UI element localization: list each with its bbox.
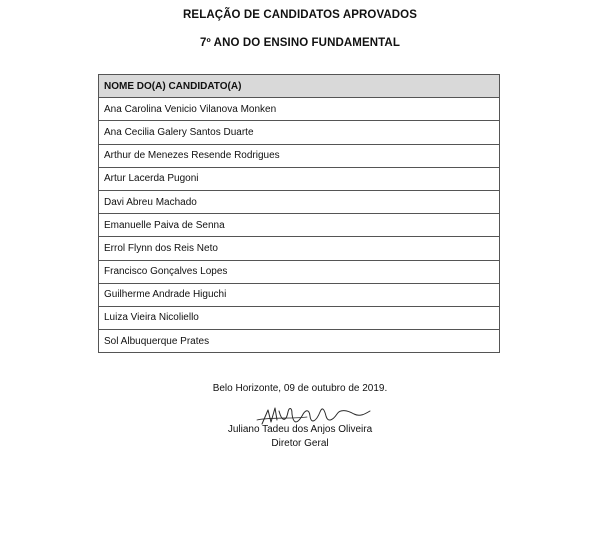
candidate-name: Ana Cecilia Galery Santos Duarte	[99, 121, 500, 144]
candidate-name: Artur Lacerda Pugoni	[99, 167, 500, 190]
candidate-name: Luiza Vieira Nicoliello	[99, 306, 500, 329]
table-row	[99, 144, 500, 167]
candidate-name: Guilherme Andrade Higuchi	[99, 283, 500, 306]
table-row	[99, 306, 500, 329]
table-row	[99, 167, 500, 190]
table-header-row	[99, 75, 500, 98]
candidate-name: Arthur de Menezes Resende Rodrigues	[99, 144, 500, 167]
table-row	[99, 121, 500, 144]
table-row	[99, 260, 500, 283]
city-date: Belo Horizonte, 09 de outubro de 2019.	[212, 383, 388, 394]
column-header-candidate-name: NOME DO(A) CANDIDATO(A)	[99, 75, 500, 98]
table-row	[99, 283, 500, 306]
candidate-name: Davi Abreu Machado	[99, 190, 500, 213]
table-row	[99, 214, 500, 237]
candidate-name: Ana Carolina Venicio Vilanova Monken	[99, 98, 500, 121]
approved-candidates-table	[98, 74, 500, 353]
table-row	[99, 190, 500, 213]
table-row	[99, 330, 500, 353]
signer-role: Diretor Geral	[271, 438, 329, 449]
document-title: RELAÇÃO DE CANDIDATOS APROVADOS	[183, 9, 417, 21]
signer-name: Juliano Tadeu dos Anjos Oliveira	[227, 424, 373, 435]
table-row	[99, 98, 500, 121]
candidate-name: Francisco Gonçalves Lopes	[99, 260, 500, 283]
candidate-name: Emanuelle Paiva de Senna	[99, 214, 500, 237]
document-subtitle: 7º ANO DO ENSINO FUNDAMENTAL	[200, 37, 400, 49]
table-row	[99, 237, 500, 260]
candidate-name: Sol Albuquerque Prates	[99, 330, 500, 353]
candidate-name: Errol Flynn dos Reis Neto	[99, 237, 500, 260]
